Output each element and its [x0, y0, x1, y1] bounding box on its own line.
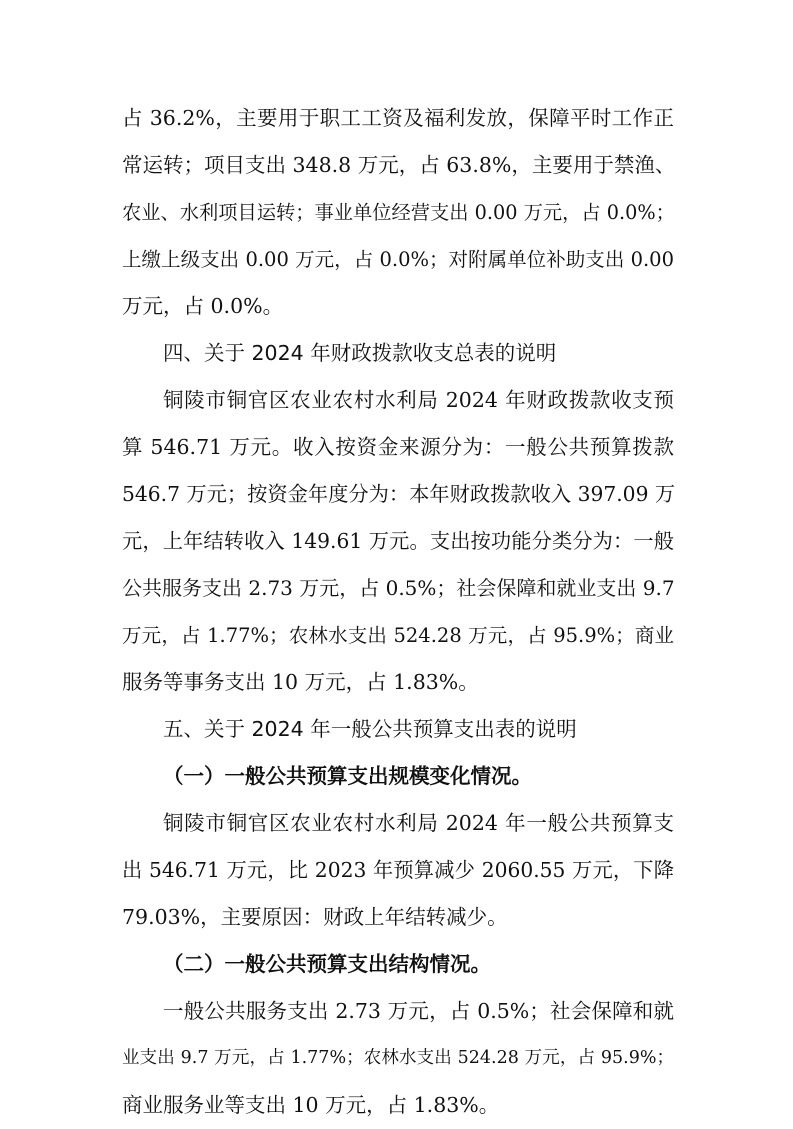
paragraph-line: 万元，占 1.77%；农林水支出 524.28 万元，占 95.9%；商业	[122, 624, 674, 647]
paragraph-line: 业支出 9.7 万元，占 1.77%；农林水支出 524.28 万元，占 95.9%；	[122, 1048, 674, 1068]
paragraph-line: 万元，占 0.0%。	[122, 294, 284, 318]
paragraph-line: 农业、水利项目运转；事业单位经营支出 0.00 万元，占 0.0%；	[122, 201, 675, 224]
paragraph-line: 上缴上级支出 0.00 万元，占 0.0%；对附属单位补助支出 0.00	[122, 248, 674, 271]
paragraph-line: 算 546.71 万元。收入按资金来源分为：一般公共预算拨款	[122, 435, 674, 459]
section-heading: （一）一般公共预算支出规模变化情况。	[163, 764, 532, 788]
paragraph-line: 546.7 万元；按资金年度分为：本年财政拨款收入 397.09 万	[122, 482, 676, 506]
paragraph-line: 一般公共服务支出 2.73 万元，占 0.5%；社会保障和就	[163, 999, 674, 1023]
paragraph-line: 商业服务业等支出 10 万元，占 1.83%。	[122, 1093, 500, 1117]
section-heading: 四、关于 2024 年财政拨款收支总表的说明	[163, 341, 557, 365]
section-heading: （二）一般公共预算支出结构情况。	[163, 952, 491, 976]
section-heading: 五、关于 2024 年一般公共预算支出表的说明	[163, 717, 577, 741]
paragraph-line: 出 546.71 万元，比 2023 年预算减少 2060.55 万元，下降	[122, 858, 674, 882]
paragraph-line: 元，上年结转收入 149.61 万元。支出按功能分类分为：一般	[122, 529, 674, 553]
paragraph-line: 常运转；项目支出 348.8 万元，占 63.8%，主要用于禁渔、	[122, 153, 676, 177]
document-page	[122, 95, 674, 1129]
paragraph-line: 铜陵市铜官区农业农村水利局 2024 年一般公共预算支	[163, 811, 674, 835]
paragraph-line: 公共服务支出 2.73 万元，占 0.5%；社会保障和就业支出 9.7	[122, 576, 675, 600]
paragraph-line: 铜陵市铜官区农业农村水利局 2024 年财政拨款收支预	[163, 388, 674, 412]
paragraph-line: 服务等事务支出 10 万元，占 1.83%。	[122, 670, 479, 694]
paragraph-line: 79.03%，主要原因：财政上年结转减少。	[122, 905, 508, 929]
paragraph-line: 占 36.2%，主要用于职工工资及福利发放，保障平时工作正	[122, 106, 674, 130]
